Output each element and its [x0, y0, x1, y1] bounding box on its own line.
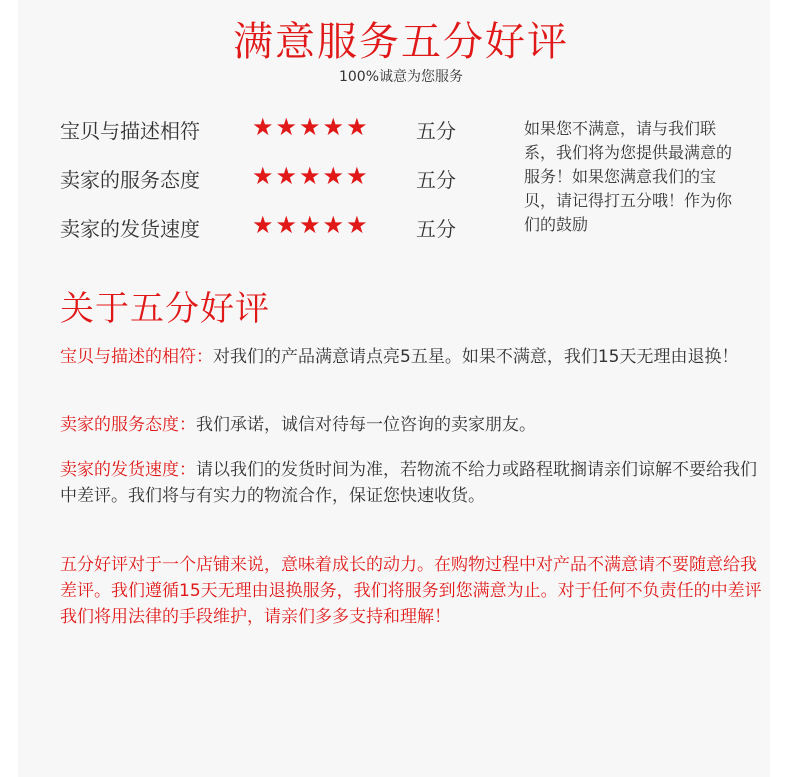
- policy-item-shipping: [60, 457, 772, 509]
- policy-item-description: [60, 344, 772, 370]
- rating-label: 卖家的服务态度: [60, 168, 200, 192]
- policy-item-service: [60, 412, 772, 438]
- policy-item-text: 对我们的产品满意请点亮5五星。如果不满意，我们15天无理由退换！: [213, 347, 739, 367]
- rating-label: 卖家的发货速度: [60, 217, 200, 241]
- star-rating-icon: ★★★★★: [252, 113, 370, 141]
- rating-score: 五分: [416, 119, 456, 143]
- rating-label: 宝贝与描述相符: [60, 119, 200, 143]
- content-panel: [18, 0, 770, 777]
- policy-item-text: 我们承诺，诚信对待每一位咨询的卖家朋友。: [196, 415, 536, 435]
- rating-score: 五分: [416, 217, 456, 241]
- page-subtitle: 100%诚意为您服务: [338, 69, 464, 85]
- policy-item-label: 宝贝与描述的相符：: [60, 347, 213, 367]
- star-rating-icon: ★★★★★: [252, 211, 370, 239]
- star-rating-icon: ★★★★★: [252, 162, 370, 190]
- policy-item-label: 卖家的服务态度：: [60, 415, 196, 435]
- page-title: 满意服务五分好评: [233, 19, 569, 65]
- side-note: 如果您不满意，请与我们联系，我们将为您提供最满意的服务！如果您满意我们的宝贝，请记得打五分哦！作为你们的鼓励: [524, 119, 733, 234]
- section-title: 关于五分好评: [60, 289, 270, 329]
- rating-score: 五分: [416, 168, 456, 192]
- policy-item-label: 卖家的发货速度：: [60, 460, 196, 480]
- closing-statement: 五分好评对于一个店铺来说，意味着成长的动力。在购物过程中对产品不满意请不要随意给我差评。我们遵循15天无理由退换服务，我们将服务到您满意为止。对于任何不负责任的中差评我们将用法律的手段维护，请亲们多多支持和理解！: [60, 555, 762, 627]
- policy-item-text: 请以我们的发货时间为准，若物流不给力或路程耽搁请亲们谅解不要给我们中差评。我们将与有实力的物流合作，保证您快速收货。: [60, 460, 757, 506]
